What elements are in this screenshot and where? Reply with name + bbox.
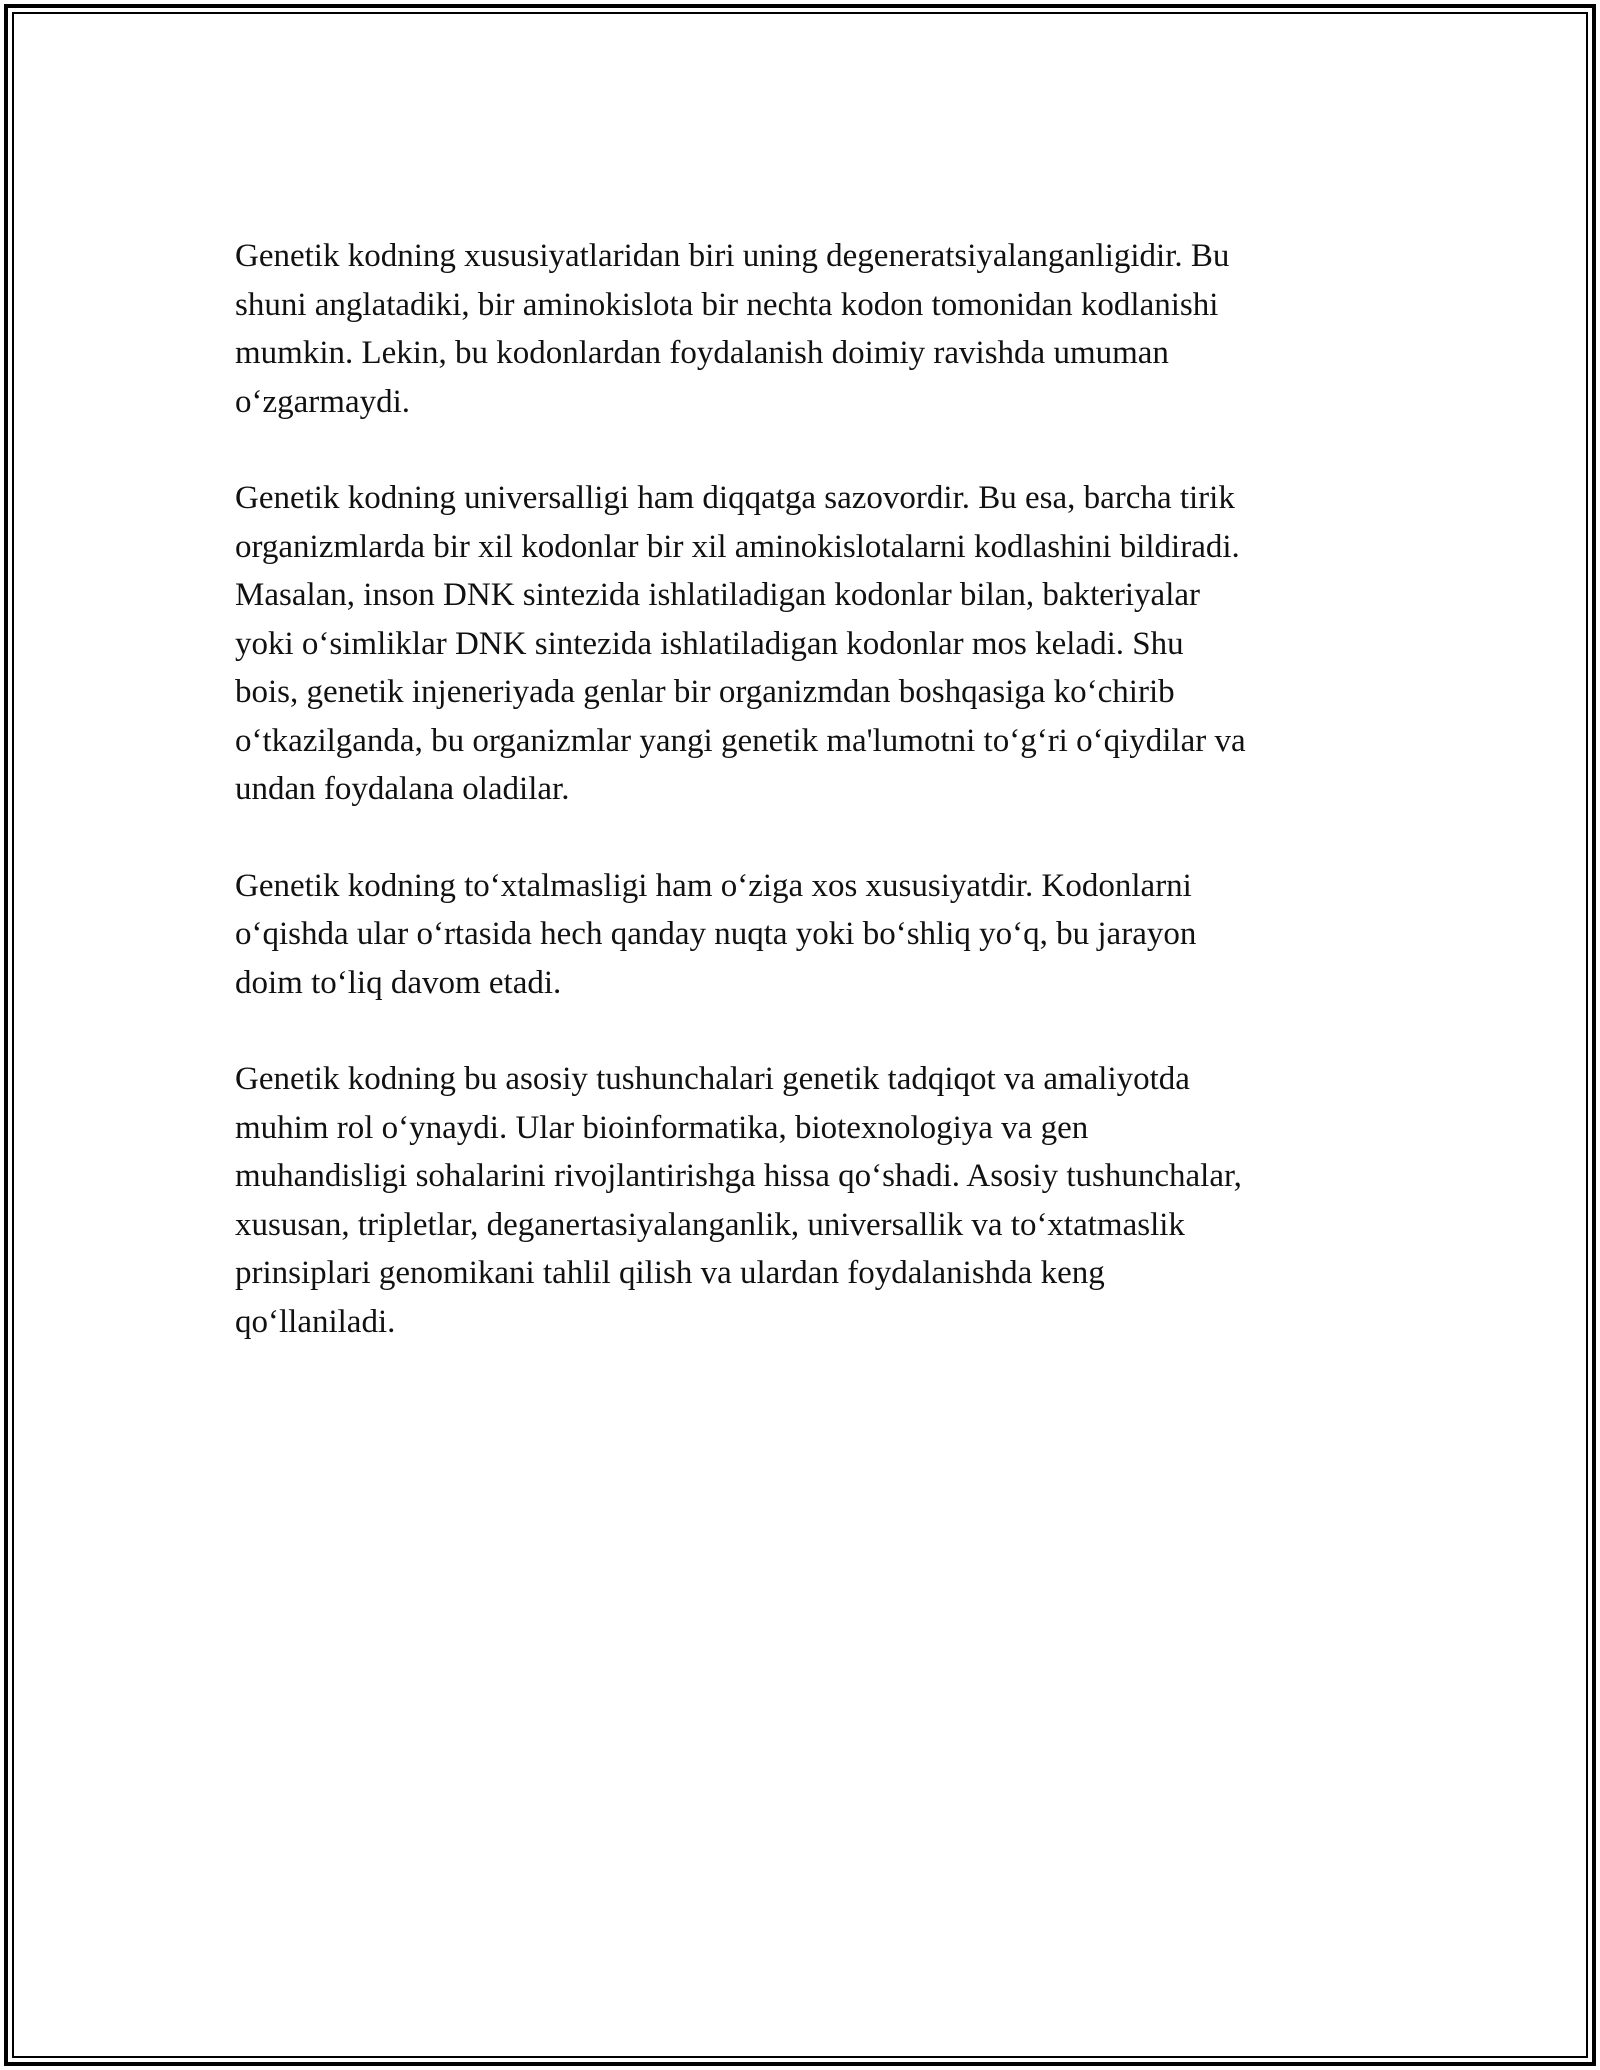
document-body — [235, 232, 1365, 1394]
paragraph-conclusion: Genetik kodning bu asosiy tushunchalari genetik tadqiqot va amaliyotda muhim rol o‘ynaydi. Ular bioinformatika, biotexnologiya va gen muhandisligi sohalarini rivojlantirishga hissa qo‘shadi. Asosiy tushunchalar, xususan, tripletlar, deganertasiyalanganlik, universallik va to‘xtatmaslik prinsiplari genomikani tahlil qilish va ulardan foydalanishda keng qo‘llaniladi. — [235, 1061, 1242, 1340]
paragraph-continuity: Genetik kodning to‘xtalmasligi ham o‘ziga xos xususiyatdir. Kodonlarni o‘qishda ular o‘rtasida hech qanday nuqta yoki bo‘shliq yo‘q, bu jarayon doim to‘liq davom etadi. — [235, 867, 1197, 1001]
paragraph-degeneracy: Genetik kodning xususiyatlaridan biri uning degeneratsiyalanganligidir. Bu shuni anglatadiki, bir aminokislota bir nechta kodon tomonidan kodlanishi mumkin. Lekin, bu kodonlardan foydalanish doimiy ravishda umuman o‘zgarmaydi. — [235, 238, 1230, 420]
paragraph-universality: Genetik kodning universalligi ham diqqatga sazovordir. Bu esa, barcha tirik organizmlarda bir xil kodonlar bir xil aminokislotalarni kodlashini bildiradi. Masalan, inson DNK sintezida ishlatiladigan kodonlar bilan, bakteriyalar yoki o‘simliklar DNK sintezida ishlatiladigan kodonlar mos keladi. Shu bois, genetik injeneriyada genlar bir organizmdan boshqasiga ko‘chirib o‘tkazilganda, bu organizmlar yangi genetik ma'lumotni to‘g‘ri o‘qiydilar va undan foydalana oladilar. — [235, 480, 1246, 807]
